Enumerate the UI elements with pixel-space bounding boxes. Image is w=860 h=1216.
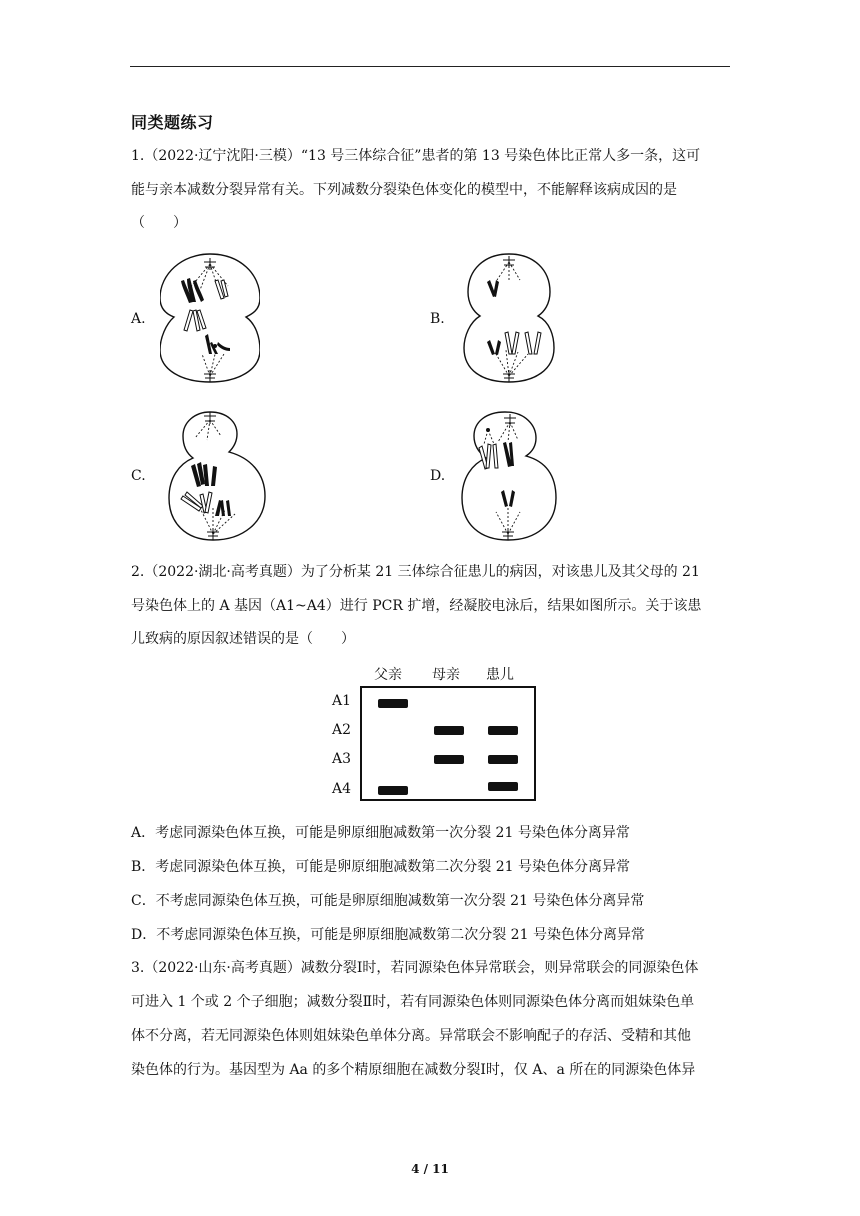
band-patient-a3 xyxy=(488,755,518,764)
q2-line-3: 儿致病的原因叙述错误的是（ ） xyxy=(131,631,355,647)
q1-line-1: 1.（2022·辽宁沈阳·三模）“13 号三体综合征”患者的第 13 号染色体比正常人多一条，这可 xyxy=(131,148,701,164)
band-father-a4 xyxy=(378,786,408,795)
band-patient-a4 xyxy=(488,782,518,791)
cell-diagram-d xyxy=(460,408,560,543)
q3-line-2: 可进入 1 个或 2 个子细胞；减数分裂Ⅱ时，若有同源染色体则同源染色体分离而姐妹染色单 xyxy=(131,994,695,1010)
q2-choice-d[interactable]: D．不考虑同源染色体互换，可能是卵原细胞减数第二次分裂 21 号染色体分离异常 xyxy=(131,927,645,943)
page-number: 4 / 11 xyxy=(411,1162,449,1176)
q2-choice-c[interactable]: C．不考虑同源染色体互换，可能是卵原细胞减数第一次分裂 21 号染色体分离异常 xyxy=(131,893,645,909)
cell-diagram-a xyxy=(160,250,260,385)
lane-header-mother: 母亲 xyxy=(432,667,460,683)
q2-choice-b[interactable]: B．考虑同源染色体互换，可能是卵原细胞减数第二次分裂 21 号染色体分离异常 xyxy=(131,859,631,875)
q3-line-1: 3.（2022·山东·高考真题）减数分裂Ⅰ时，若同源染色体异常联会，则异常联会的同源染色体 xyxy=(131,960,699,976)
gel-electrophoresis-figure xyxy=(322,660,542,810)
row-label-a1: A1 xyxy=(332,693,352,709)
q1-line-3: （ ） xyxy=(131,215,187,231)
lane-header-father: 父亲 xyxy=(374,667,402,683)
q1-option-c-label[interactable]: C. xyxy=(131,468,146,484)
section-title: 同类题练习 xyxy=(131,113,214,132)
q1-option-a-label[interactable]: A. xyxy=(131,311,146,327)
q2-line-1: 2.（2022·湖北·高考真题）为了分析某 21 三体综合征患儿的病因，对该患儿及其父母的 21 xyxy=(131,564,700,580)
q1-option-b-label[interactable]: B. xyxy=(430,311,445,327)
cell-diagram-c xyxy=(165,408,270,543)
cell-diagram-b xyxy=(462,250,557,385)
row-label-a3: A3 xyxy=(332,751,352,767)
q2-choice-a[interactable]: A．考虑同源染色体互换，可能是卵原细胞减数第一次分裂 21 号染色体分离异常 xyxy=(131,825,630,841)
band-mother-a2 xyxy=(434,726,464,735)
q1-line-2: 能与亲本减数分裂异常有关。下列减数分裂染色体变化的模型中，不能解释该病成因的是 xyxy=(131,182,677,198)
lane-header-patient: 患儿 xyxy=(486,667,514,683)
q3-line-3: 体不分离，若无同源染色体则姐妹染色单体分离。异常联会不影响配子的存活、受精和其他 xyxy=(131,1028,691,1044)
q2-line-2: 号染色体上的 A 基因（A1~A4）进行 PCR 扩增，经凝胶电泳后，结果如图所示。关于该患 xyxy=(131,598,702,614)
header-rule xyxy=(130,66,730,67)
q1-option-d-label[interactable]: D. xyxy=(430,468,446,484)
q3-line-4: 染色体的行为。基因型为 Aa 的多个精原细胞在减数分裂Ⅰ时，仅 A、a 所在的同源染色体异 xyxy=(131,1062,696,1078)
band-mother-a3 xyxy=(434,755,464,764)
row-label-a2: A2 xyxy=(332,722,352,738)
band-patient-a2 xyxy=(488,726,518,735)
band-father-a1 xyxy=(378,699,408,708)
row-label-a4: A4 xyxy=(332,781,352,797)
